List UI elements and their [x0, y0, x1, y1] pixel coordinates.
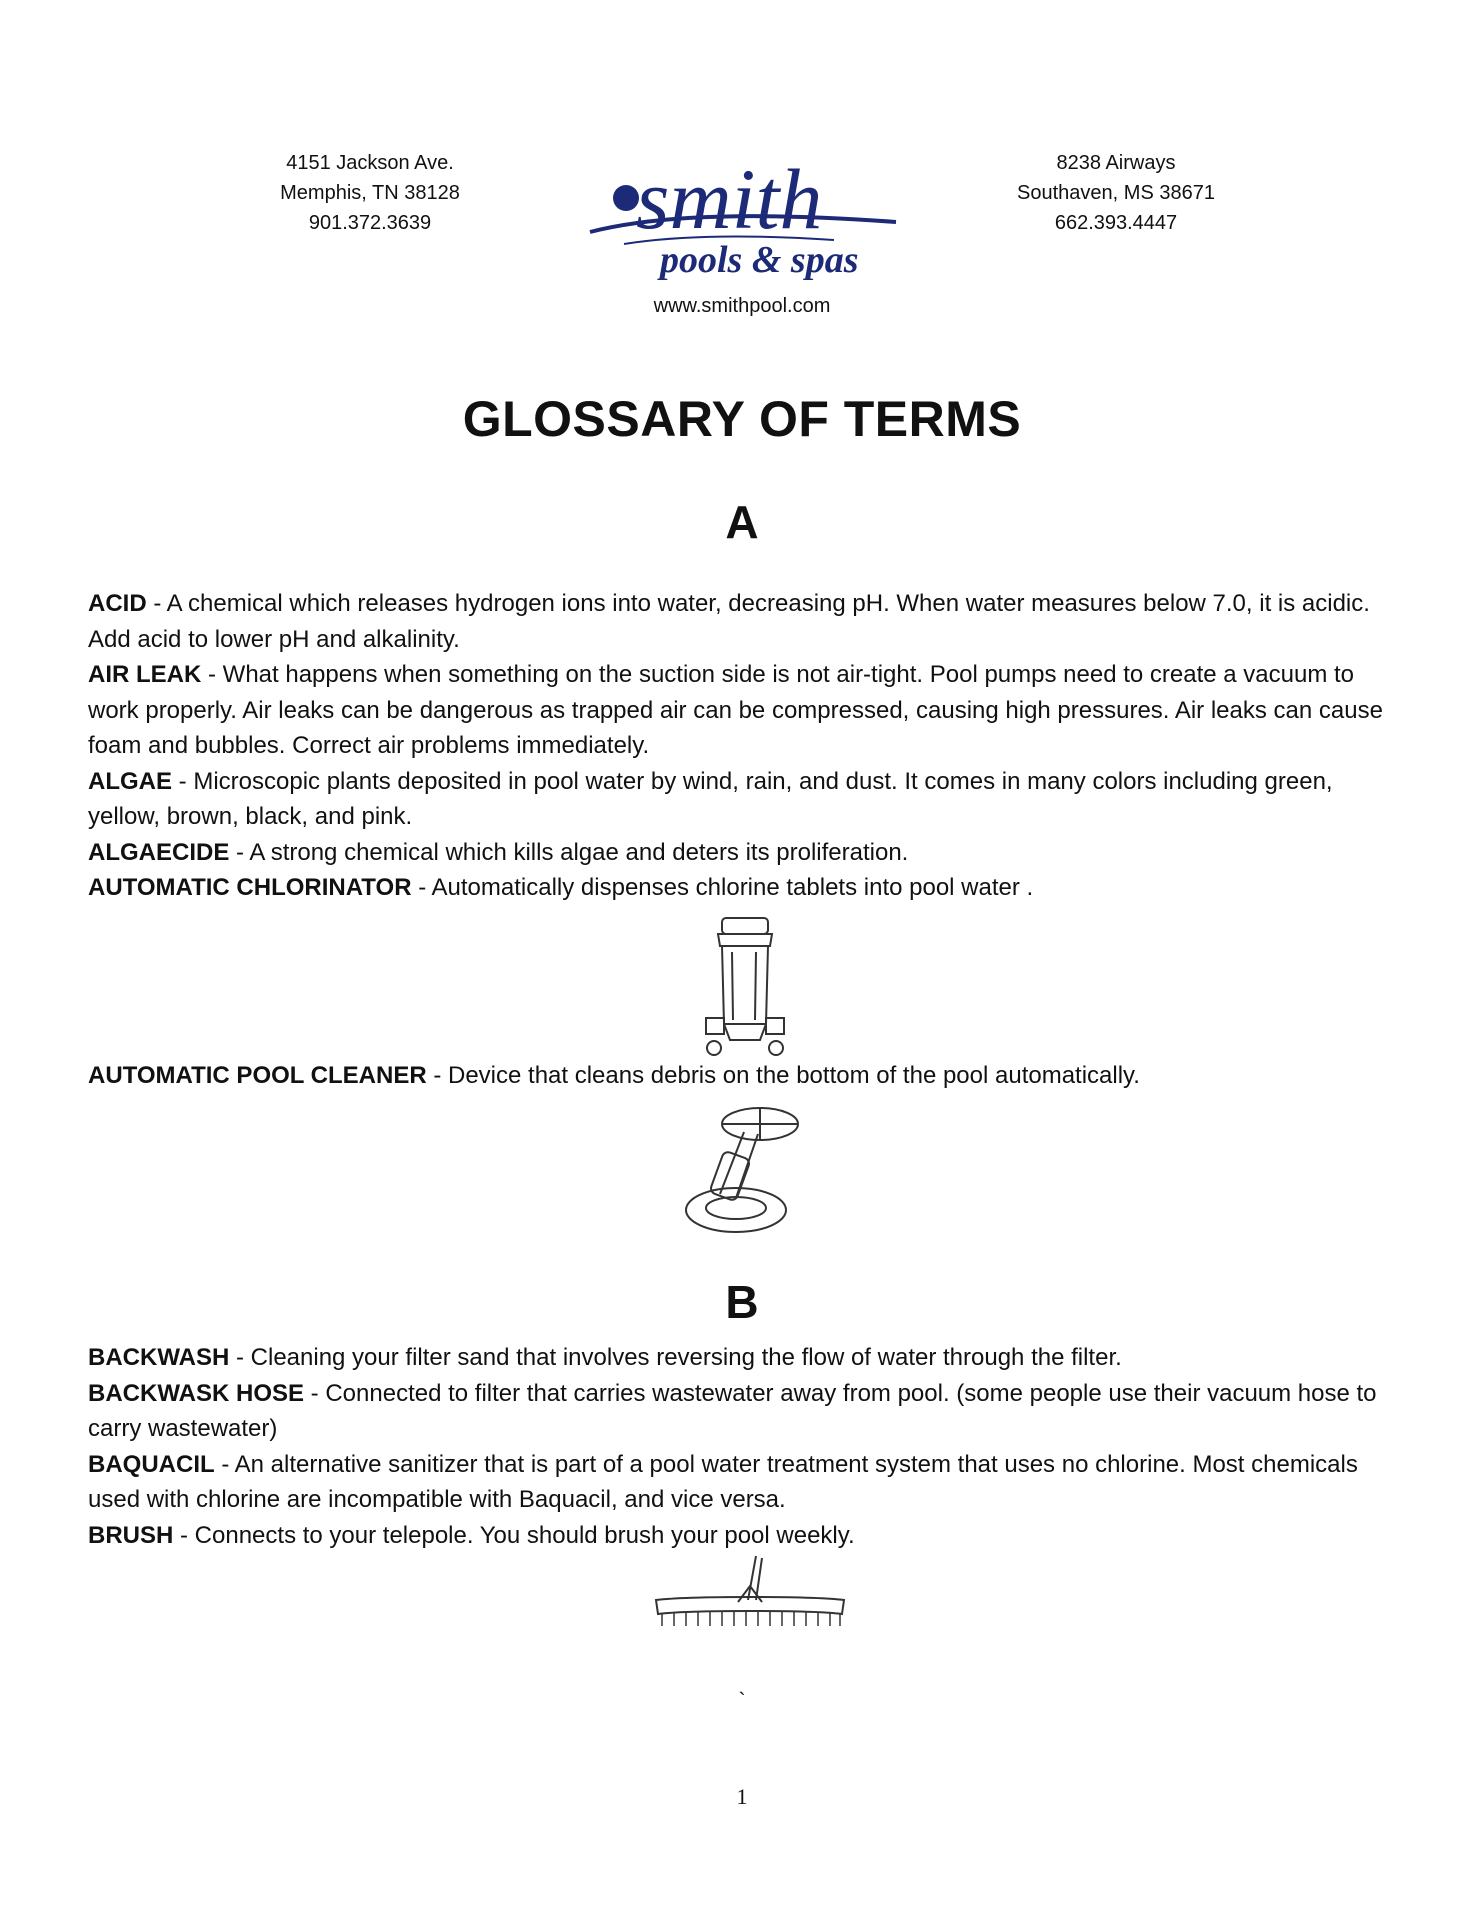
term: AIR LEAK — [88, 661, 202, 688]
right-store-address — [986, 148, 1246, 238]
entry-automatic-chlorinator — [88, 870, 1408, 906]
term: ALGAECIDE — [88, 838, 230, 866]
pool-cleaner-image — [678, 1098, 808, 1238]
definition: - Microscopic plants deposited in pool water by wind, rain, and dust. It comes in many colors including green, yellow, brown, black, and pink. — [88, 767, 1333, 830]
logo-main-text: smith — [636, 151, 823, 247]
right-phone: 662.393.4447 — [1054, 212, 1178, 234]
page-title: GLOSSARY OF TERMS — [462, 391, 1022, 447]
definition: - An alternative sanitizer that is part of a pool water treatment system that uses no chlorine. Most chemicals used with chlorine are incompatible with Baquacil, and vice versa. — [88, 1450, 1358, 1513]
page-number: 1 — [736, 1784, 748, 1809]
term: AUTOMATIC POOL CLEANER — [88, 1062, 427, 1089]
entry-baquacil — [88, 1447, 1408, 1518]
stray-mark: ` — [738, 1688, 746, 1713]
left-street: 4151 Jackson Ave. — [286, 152, 454, 174]
pool-brush-image — [650, 1552, 850, 1638]
section-letter-a: A — [725, 496, 759, 548]
entry-algae — [88, 764, 1408, 835]
definition: - Device that cleans debris on the bottom of the pool automatically. — [426, 1062, 1140, 1089]
definition: - Cleaning your filter sand that involves reversing the flow of water through the filter. — [229, 1344, 1122, 1371]
term: BACKWASH — [88, 1344, 230, 1371]
term: BACKWASK HOSE — [88, 1379, 305, 1407]
term: AUTOMATIC CHLORINATOR — [88, 874, 412, 901]
entry-air-leak — [88, 657, 1408, 764]
term: ALGAE — [88, 767, 172, 795]
right-street: 8238 Airways — [1056, 152, 1176, 174]
left-phone: 901.372.3639 — [308, 212, 432, 234]
term: ACID — [88, 590, 147, 617]
section-letter-b: B — [725, 1276, 759, 1328]
left-store-address — [240, 148, 500, 238]
logo-sub-text: pools & spas — [660, 239, 859, 280]
chlorinator-image — [700, 912, 790, 1062]
entry-algaecide — [88, 835, 1408, 871]
entry-backwash-hose — [88, 1376, 1408, 1447]
definition: - Connects to your telepole. You should brush your pool weekly. — [173, 1521, 855, 1549]
right-city: Southaven, MS 38671 — [1017, 182, 1215, 204]
term: BAQUACIL — [88, 1450, 215, 1478]
definition: - A strong chemical which kills algae and deters its proliferation. — [229, 838, 909, 866]
entry-brush — [88, 1518, 1408, 1554]
left-city: Memphis, TN 38128 — [280, 182, 460, 204]
glossary-section-b — [88, 1340, 1408, 1553]
definition: - A chemical which releases hydrogen ions into water, decreasing pH. When water measures below 7.0, it is acidic. Add acid to lower pH and alkalinity. — [88, 590, 1370, 653]
glossary-section-a — [88, 586, 1408, 906]
entry-backwash — [88, 1340, 1408, 1376]
glossary-section-a-continued — [88, 1058, 1408, 1094]
website-url: www.smithpool.com — [653, 295, 831, 317]
definition: - What happens when something on the suction side is not air-tight. Pool pumps need to create a vacuum to work properly. Air leaks can be dangerous as trapped air can be compressed, causing high pressures. Air leaks can cause foam and bubbles. Correct air problems immediately. — [88, 661, 1383, 759]
term: BRUSH — [88, 1521, 174, 1549]
definition: - Automatically dispenses chlorine tablets into pool water . — [411, 874, 1034, 901]
smith-pools-logo — [584, 140, 904, 280]
entry-acid — [88, 586, 1408, 657]
entry-automatic-pool-cleaner — [88, 1058, 1408, 1094]
definition: - Connected to filter that carries wastewater away from pool. (some people use their vacuum hose to carry wastewater) — [88, 1379, 1377, 1442]
